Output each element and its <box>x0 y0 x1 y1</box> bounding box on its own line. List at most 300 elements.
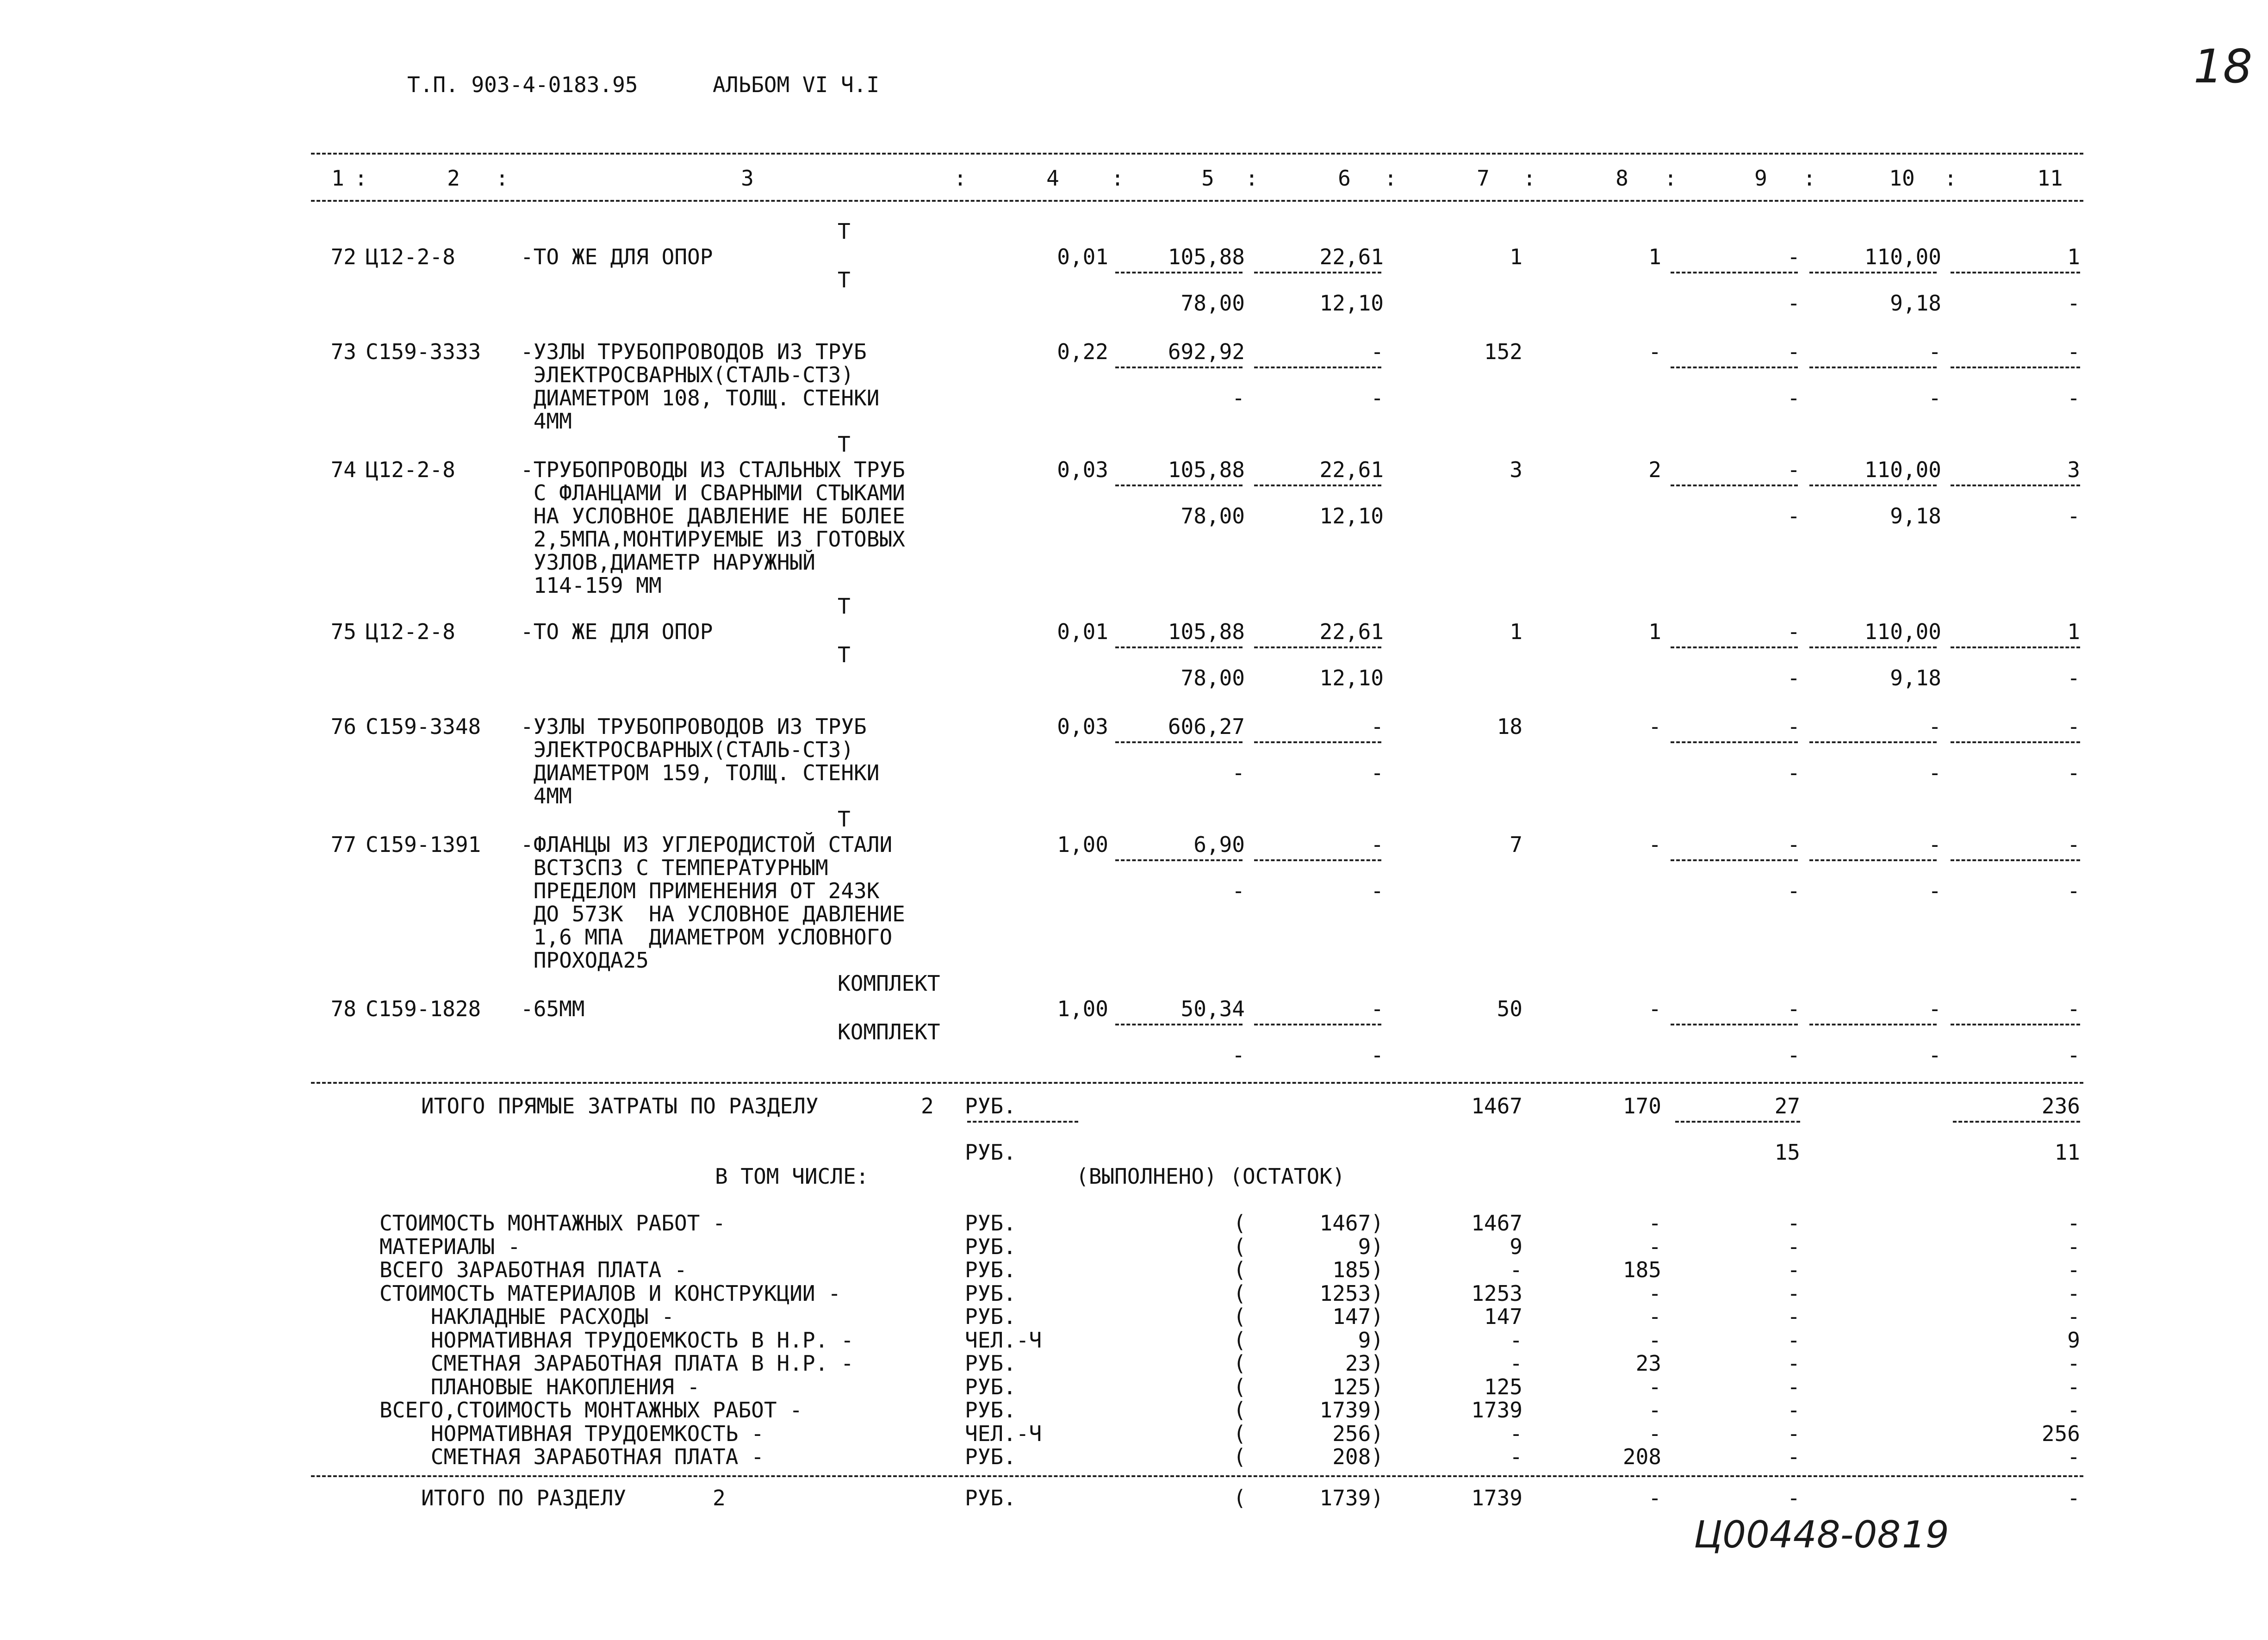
cell-subrule <box>1671 272 1798 273</box>
cell-col11-bottom: - <box>2067 503 2080 528</box>
cell-col10-bottom: - <box>1928 1043 1941 1068</box>
cell-col6: 22,61 <box>1319 619 1384 644</box>
summary-col7: 1739 <box>1471 1398 1522 1423</box>
summary-col7: 147 <box>1484 1304 1522 1329</box>
row-number: 75 <box>330 619 356 644</box>
summary-open-paren: ( <box>1233 1351 1246 1376</box>
cell-col10-bottom: 9,18 <box>1890 503 1941 528</box>
column-header-11: 11 <box>2037 166 2063 191</box>
unit-bottom-label: Т <box>838 642 851 667</box>
summary-open-paren: ( <box>1233 1211 1246 1236</box>
cell-col4: 0,03 <box>1057 457 1108 482</box>
summary-col11: - <box>2067 1234 2080 1259</box>
summary-unit: ЧЕЛ.-Ч <box>965 1327 1042 1353</box>
summary-open-paren: ( <box>1233 1421 1246 1446</box>
row-number: 77 <box>330 832 356 857</box>
unit-top-label: КОМПЛЕКТ <box>838 971 940 996</box>
column-separator: : <box>496 166 509 191</box>
album-label: АЛЬБОМ VI Ч.I <box>713 72 880 97</box>
cell-col4: 0,01 <box>1057 244 1108 269</box>
cell-subrule <box>1115 367 1243 368</box>
cell-subrule <box>1809 485 1937 486</box>
cell-col9: - <box>1787 457 1800 482</box>
summary-col8: - <box>1648 1304 1661 1329</box>
total-direct-unit: РУБ. <box>965 1093 1016 1118</box>
cell-col10: - <box>1928 832 1941 857</box>
total-section-col9: - <box>1787 1485 1800 1510</box>
cell-subrule <box>1254 272 1381 273</box>
row-description-line: 2,5МПА,МОНТИРУЕМЫЕ ИЗ ГОТОВЫХ <box>521 527 905 552</box>
summary-col7: 125 <box>1484 1374 1522 1399</box>
cell-col4: 0,03 <box>1057 714 1108 739</box>
row-description-line: ДО 573К НА УСЛОВНОЕ ДАВЛЕНИЕ <box>521 901 905 926</box>
total-section-col11: - <box>2067 1485 2080 1510</box>
column-separator: : <box>1523 166 1536 191</box>
row-description-line: С ФЛАНЦАМИ И СВАРНЫМИ СТЫКАМИ <box>521 480 905 505</box>
unit-top-label: Т <box>838 807 851 832</box>
cell-col7: 152 <box>1484 339 1522 364</box>
summary-unit: РУБ. <box>965 1398 1016 1423</box>
summary-col7: - <box>1510 1444 1522 1469</box>
cell-col6-bottom: 12,10 <box>1319 291 1384 316</box>
cell-col9-bottom: - <box>1787 503 1800 528</box>
cell-col10-bottom: 9,18 <box>1890 665 1941 690</box>
cell-col5: 6,90 <box>1193 832 1245 857</box>
unit-top-label: Т <box>838 594 851 619</box>
summary-col8: 185 <box>1622 1257 1661 1282</box>
cell-subrule <box>1254 741 1381 743</box>
summary-col9: - <box>1787 1211 1800 1236</box>
row-description-line: УЗЛОВ,ДИАМЕТР НАРУЖНЫЙ <box>521 550 815 575</box>
unit-top-label: Т <box>838 219 851 244</box>
column-separator: : <box>1384 166 1397 191</box>
cell-col9: - <box>1787 714 1800 739</box>
cell-subrule <box>1115 272 1243 273</box>
summary-unit: РУБ. <box>965 1234 1016 1259</box>
row-description-line: -65ММ <box>521 996 585 1021</box>
cell-col5-bottom: - <box>1232 878 1245 903</box>
summary-executed: 1739) <box>1319 1398 1384 1423</box>
column-header-4: 4 <box>1046 166 1059 191</box>
cell-col4: 0,01 <box>1057 619 1108 644</box>
summary-col9: - <box>1787 1257 1800 1282</box>
cell-subrule <box>1951 272 2080 273</box>
summary-label: СТОИМОСТЬ МАТЕРИАЛОВ И КОНСТРУКЦИИ - <box>379 1280 841 1306</box>
totals-rule <box>311 1082 2083 1084</box>
cell-subrule <box>1809 1024 1937 1025</box>
cell-col9-bottom: - <box>1787 665 1800 690</box>
final-total-rule <box>311 1475 2083 1477</box>
cell-subrule <box>1254 1024 1381 1025</box>
column-separator: : <box>1944 166 1957 191</box>
unit-top-label: Т <box>838 432 851 457</box>
cell-col11: - <box>2067 832 2080 857</box>
cell-col6: 22,61 <box>1319 244 1384 269</box>
summary-label: ВСЕГО,СТОИМОСТЬ МОНТАЖНЫХ РАБОТ - <box>379 1398 802 1423</box>
cell-subrule <box>1671 741 1798 743</box>
cell-col5-bottom: 78,00 <box>1181 291 1245 316</box>
cell-subrule <box>1809 367 1937 368</box>
summary-col11: - <box>2067 1398 2080 1423</box>
cell-subrule <box>1809 741 1937 743</box>
cell-col8: 2 <box>1648 457 1661 482</box>
cell-subrule <box>1115 485 1243 486</box>
summary-label: СМЕТНАЯ ЗАРАБОТНАЯ ПЛАТА В Н.Р. - <box>379 1351 854 1376</box>
summary-col7: - <box>1510 1421 1522 1446</box>
cell-subrule <box>1254 859 1381 861</box>
column-separator: : <box>1803 166 1816 191</box>
summary-open-paren: ( <box>1233 1374 1246 1399</box>
column-separator: : <box>954 166 967 191</box>
cell-col6-bottom: - <box>1371 385 1384 410</box>
summary-unit: ЧЕЛ.-Ч <box>965 1421 1042 1446</box>
cell-col6-bottom: - <box>1371 878 1384 903</box>
cell-subrule <box>1809 272 1937 273</box>
cell-col6-bottom: 12,10 <box>1319 665 1384 690</box>
summary-executed: 23) <box>1345 1351 1384 1376</box>
summary-col9: - <box>1787 1374 1800 1399</box>
summary-open-paren: ( <box>1233 1280 1246 1306</box>
summary-label: СТОИМОСТЬ МОНТАЖНЫХ РАБОТ - <box>379 1211 726 1236</box>
summary-executed: 9) <box>1358 1327 1384 1353</box>
cell-subrule <box>1671 646 1798 648</box>
cell-subrule <box>1115 859 1243 861</box>
cell-col8: - <box>1648 339 1661 364</box>
total-section-col8: - <box>1648 1485 1661 1510</box>
cell-col8: - <box>1648 714 1661 739</box>
column-header-7: 7 <box>1477 166 1490 191</box>
cell-subrule <box>1115 741 1243 743</box>
summary-col9: - <box>1787 1444 1800 1469</box>
row-description-line: ЭЛЕКТРОСВАРНЫХ(СТАЛЬ-СТ3) <box>521 362 854 387</box>
row-description-line: ПРЕДЕЛОМ ПРИМЕНЕНИЯ ОТ 243К <box>521 878 880 903</box>
summary-unit: РУБ. <box>965 1374 1016 1399</box>
column-separator: : <box>354 166 367 191</box>
handwritten-page-number: 18 <box>2193 39 2253 93</box>
row-description-line: -ТО ЖЕ ДЛЯ ОПОР <box>521 619 713 644</box>
summary-open-paren: ( <box>1233 1398 1246 1423</box>
cell-subrule <box>1671 367 1798 368</box>
column-header-5: 5 <box>1201 166 1214 191</box>
summary-col8: 23 <box>1635 1351 1661 1376</box>
row-description-line: -УЗЛЫ ТРУБОПРОВОДОВ ИЗ ТРУБ <box>521 714 867 739</box>
cell-col10: 110,00 <box>1864 457 1941 482</box>
row-number: 76 <box>330 714 356 739</box>
summary-executed: 125) <box>1332 1374 1384 1399</box>
cell-col9-bottom: - <box>1787 760 1800 785</box>
row-description-line: ЭЛЕКТРОСВАРНЫХ(СТАЛЬ-СТ3) <box>521 737 854 762</box>
summary-executed: 208) <box>1332 1444 1384 1469</box>
total-subrule <box>967 1121 1078 1123</box>
row-code: С159-1391 <box>366 832 481 857</box>
summary-col11: - <box>2067 1280 2080 1306</box>
cell-col7: 3 <box>1510 457 1522 482</box>
row-description-line: -ТО ЖЕ ДЛЯ ОПОР <box>521 244 713 269</box>
cell-subrule <box>1951 741 2080 743</box>
row-description-line: НА УСЛОВНОЕ ДАВЛЕНИЕ НЕ БОЛЕЕ <box>521 503 905 528</box>
cell-col4: 1,00 <box>1057 832 1108 857</box>
summary-col8: - <box>1648 1421 1661 1446</box>
total-direct-col11: 236 <box>2041 1093 2080 1118</box>
unit-bottom-label: Т <box>838 267 851 292</box>
cell-subrule <box>1254 646 1381 648</box>
total-section-unit: РУБ. <box>965 1485 1016 1510</box>
row-description-line: -УЗЛЫ ТРУБОПРОВОДОВ ИЗ ТРУБ <box>521 339 867 364</box>
row-code: Ц12-2-8 <box>366 457 455 482</box>
handwritten-archive-code: Ц00448-08 <box>1694 1513 1901 1556</box>
summary-unit: РУБ. <box>965 1211 1016 1236</box>
cell-col6-bottom: 12,10 <box>1319 503 1384 528</box>
cell-col9: - <box>1787 619 1800 644</box>
cell-col9-bottom: - <box>1787 1043 1800 1068</box>
cell-subrule <box>1671 1024 1798 1025</box>
row-description-line: ДИАМЕТРОМ 159, ТОЛЩ. СТЕНКИ <box>521 760 880 785</box>
summary-unit: РУБ. <box>965 1304 1016 1329</box>
cell-col9: - <box>1787 996 1800 1021</box>
cell-col8: 1 <box>1648 244 1661 269</box>
cell-col6-bottom: - <box>1371 760 1384 785</box>
row-code: С159-3348 <box>366 714 481 739</box>
cell-col8: - <box>1648 832 1661 857</box>
cell-col11: - <box>2067 339 2080 364</box>
summary-executed: 185) <box>1332 1257 1384 1282</box>
total-section-col7: 1739 <box>1471 1485 1522 1510</box>
column-header-9: 9 <box>1754 166 1767 191</box>
row-number: 72 <box>330 244 356 269</box>
cell-col11-bottom: - <box>2067 291 2080 316</box>
row-number: 74 <box>330 457 356 482</box>
column-separator: : <box>1111 166 1124 191</box>
cell-col9-bottom: - <box>1787 878 1800 903</box>
cell-col9: - <box>1787 339 1800 364</box>
row-description-line: 1,6 МПА ДИАМЕТРОМ УСЛОВНОГО <box>521 925 893 950</box>
cell-col10: 110,00 <box>1864 244 1941 269</box>
summary-unit: РУБ. <box>965 1444 1016 1469</box>
cell-col5-bottom: 78,00 <box>1181 665 1245 690</box>
cell-col6-bottom: - <box>1371 1043 1384 1068</box>
cell-col5: 105,88 <box>1168 457 1245 482</box>
row-description-line: ДИАМЕТРОМ 108, ТОЛЩ. СТЕНКИ <box>521 385 880 410</box>
executed-remaining-label: (ВЫПОЛНЕНО) (ОСТАТОК) <box>1076 1164 1345 1189</box>
summary-label: ВСЕГО ЗАРАБОТНАЯ ПЛАТА - <box>379 1257 687 1282</box>
cell-subrule <box>1254 367 1381 368</box>
summary-col8: - <box>1648 1280 1661 1306</box>
row-description-line: ВСТ3СП3 С ТЕМПЕРАТУРНЫМ <box>521 855 828 880</box>
cell-subrule <box>1951 485 2080 486</box>
cell-col8: 1 <box>1648 619 1661 644</box>
summary-executed: 256) <box>1332 1421 1384 1446</box>
cell-subrule <box>1115 646 1243 648</box>
cell-col10-bottom: - <box>1928 760 1941 785</box>
cell-col10-bottom: 9,18 <box>1890 291 1941 316</box>
cell-col7: 7 <box>1510 832 1522 857</box>
cell-col5-bottom: - <box>1232 385 1245 410</box>
column-header-1: 1 <box>331 166 344 191</box>
summary-col7: 9 <box>1510 1234 1522 1259</box>
cell-col10: - <box>1928 339 1941 364</box>
cell-col5: 692,92 <box>1168 339 1245 364</box>
total-section-number: 2 <box>713 1485 726 1510</box>
total-section-open-paren: ( <box>1233 1485 1246 1510</box>
cell-subrule <box>1115 1024 1243 1025</box>
total-direct-section: 2 <box>921 1093 934 1118</box>
doc-reference: Т.П. 903-4-0183.95 <box>407 72 638 97</box>
column-header-2: 2 <box>447 166 460 191</box>
total-section-label: ИТОГО ПО РАЗДЕЛУ <box>421 1485 627 1510</box>
cell-subrule <box>1951 859 2080 861</box>
summary-col11: - <box>2067 1351 2080 1376</box>
cell-col4: 0,22 <box>1057 339 1108 364</box>
cell-col10: - <box>1928 714 1941 739</box>
summary-col8: - <box>1648 1398 1661 1423</box>
cell-col6: - <box>1371 714 1384 739</box>
row-number: 78 <box>330 996 356 1021</box>
total-direct-col8: 170 <box>1622 1093 1661 1118</box>
summary-label: НОРМАТИВНАЯ ТРУДОЕМКОСТЬ В Н.Р. - <box>379 1327 854 1353</box>
summary-col7: 1253 <box>1471 1280 1522 1306</box>
cell-col11-bottom: - <box>2067 385 2080 410</box>
including-label: В ТОМ ЧИСЛЕ: <box>715 1164 869 1189</box>
cell-col11: 1 <box>2067 619 2080 644</box>
cell-col5: 105,88 <box>1168 244 1245 269</box>
handwritten-sheet-number: 19 <box>1902 1513 1949 1556</box>
cell-col7: 1 <box>1510 619 1522 644</box>
summary-open-paren: ( <box>1233 1327 1246 1353</box>
summary-col7: - <box>1510 1351 1522 1376</box>
cell-subrule <box>1951 1024 2080 1025</box>
summary-col11: 9 <box>2067 1327 2080 1353</box>
row-code: Ц12-2-8 <box>366 244 455 269</box>
cell-col9: - <box>1787 244 1800 269</box>
summary-col8: - <box>1648 1327 1661 1353</box>
column-header-8: 8 <box>1616 166 1628 191</box>
summary-col9: - <box>1787 1304 1800 1329</box>
cell-subrule <box>1671 859 1798 861</box>
cell-col5-bottom: - <box>1232 1043 1245 1068</box>
cell-subrule <box>1671 485 1798 486</box>
total-direct-col7: 1467 <box>1471 1093 1522 1118</box>
summary-col9: - <box>1787 1351 1800 1376</box>
cell-col6: - <box>1371 996 1384 1021</box>
cell-col9-bottom: - <box>1787 291 1800 316</box>
cell-col10-bottom: - <box>1928 385 1941 410</box>
summary-open-paren: ( <box>1233 1234 1246 1259</box>
total-section-executed: 1739) <box>1319 1485 1384 1510</box>
total-direct-col11-bottom: 11 <box>2054 1140 2080 1165</box>
cell-col5-bottom: 78,00 <box>1181 503 1245 528</box>
summary-col9: - <box>1787 1327 1800 1353</box>
summary-unit: РУБ. <box>965 1257 1016 1282</box>
column-header-6: 6 <box>1338 166 1351 191</box>
summary-executed: 1253) <box>1319 1280 1384 1306</box>
row-code: С159-3333 <box>366 339 481 364</box>
summary-open-paren: ( <box>1233 1257 1246 1282</box>
summary-label: МАТЕРИАЛЫ - <box>379 1234 521 1259</box>
cell-col11-bottom: - <box>2067 760 2080 785</box>
summary-col11: - <box>2067 1257 2080 1282</box>
cell-col5: 50,34 <box>1181 996 1245 1021</box>
cell-subrule <box>1951 646 2080 648</box>
summary-col7: 1467 <box>1471 1211 1522 1236</box>
summary-col8: - <box>1648 1211 1661 1236</box>
cell-col6: 22,61 <box>1319 457 1384 482</box>
cell-col5: 606,27 <box>1168 714 1245 739</box>
summary-open-paren: ( <box>1233 1444 1246 1469</box>
cell-col6: - <box>1371 339 1384 364</box>
summary-open-paren: ( <box>1233 1304 1246 1329</box>
row-code: С159-1828 <box>366 996 481 1021</box>
summary-executed: 147) <box>1332 1304 1384 1329</box>
row-number: 73 <box>330 339 356 364</box>
summary-label: НОРМАТИВНАЯ ТРУДОЕМКОСТЬ - <box>379 1421 764 1446</box>
summary-label: НАКЛАДНЫЕ РАСХОДЫ - <box>379 1304 674 1329</box>
row-description-line: ПРОХОДА25 <box>521 948 649 973</box>
row-description-line: 4ММ <box>521 783 572 808</box>
summary-executed: 1467) <box>1319 1211 1384 1236</box>
summary-unit: РУБ. <box>965 1351 1016 1376</box>
summary-label: ПЛАНОВЫЕ НАКОПЛЕНИЯ - <box>379 1374 700 1399</box>
total-subrule <box>1675 1121 1800 1123</box>
total-subrule <box>1953 1121 2080 1123</box>
total-direct-col9-bottom: 15 <box>1774 1140 1800 1165</box>
row-description-line: -ТРУБОПРОВОДЫ ИЗ СТАЛЬНЫХ ТРУБ <box>521 457 905 482</box>
header-rule-top <box>311 153 2083 155</box>
summary-label: СМЕТНАЯ ЗАРАБОТНАЯ ПЛАТА - <box>379 1444 764 1469</box>
row-description-line: -ФЛАНЦЫ ИЗ УГЛЕРОДИСТОЙ СТАЛИ <box>521 832 893 857</box>
cell-col11: - <box>2067 996 2080 1021</box>
column-separator: : <box>1245 166 1258 191</box>
column-header-10: 10 <box>1889 166 1915 191</box>
cell-col7: 1 <box>1510 244 1522 269</box>
cell-subrule <box>1254 485 1381 486</box>
total-direct-label: ИТОГО ПРЯМЫЕ ЗАТРАТЫ ПО РАЗДЕЛУ <box>421 1093 819 1118</box>
cell-col11: 1 <box>2067 244 2080 269</box>
cell-col8: - <box>1648 996 1661 1021</box>
cell-col6: - <box>1371 832 1384 857</box>
summary-col7: - <box>1510 1257 1522 1282</box>
summary-executed: 9) <box>1358 1234 1384 1259</box>
summary-col7: - <box>1510 1327 1522 1353</box>
summary-col11: - <box>2067 1211 2080 1236</box>
column-header-3: 3 <box>741 166 754 191</box>
summary-col11: - <box>2067 1374 2080 1399</box>
cell-col7: 50 <box>1497 996 1522 1021</box>
header-rule-bottom <box>311 200 2083 202</box>
summary-col9: - <box>1787 1234 1800 1259</box>
summary-col9: - <box>1787 1398 1800 1423</box>
cell-col10: - <box>1928 996 1941 1021</box>
cell-col10: 110,00 <box>1864 619 1941 644</box>
row-description-line: 4ММ <box>521 409 572 434</box>
cell-col7: 18 <box>1497 714 1522 739</box>
cell-col10-bottom: - <box>1928 878 1941 903</box>
summary-col8: 208 <box>1622 1444 1661 1469</box>
summary-col9: - <box>1787 1421 1800 1446</box>
summary-col11: 256 <box>2041 1421 2080 1446</box>
summary-col11: - <box>2067 1304 2080 1329</box>
cell-col9-bottom: - <box>1787 385 1800 410</box>
cell-col11-bottom: - <box>2067 665 2080 690</box>
total-direct-col9: 27 <box>1774 1093 1800 1118</box>
cell-col9: - <box>1787 832 1800 857</box>
summary-unit: РУБ. <box>965 1280 1016 1306</box>
cell-subrule <box>1951 367 2080 368</box>
row-code: Ц12-2-8 <box>366 619 455 644</box>
cell-col5: 105,88 <box>1168 619 1245 644</box>
cell-col5-bottom: - <box>1232 760 1245 785</box>
column-separator: : <box>1664 166 1677 191</box>
summary-col8: - <box>1648 1234 1661 1259</box>
